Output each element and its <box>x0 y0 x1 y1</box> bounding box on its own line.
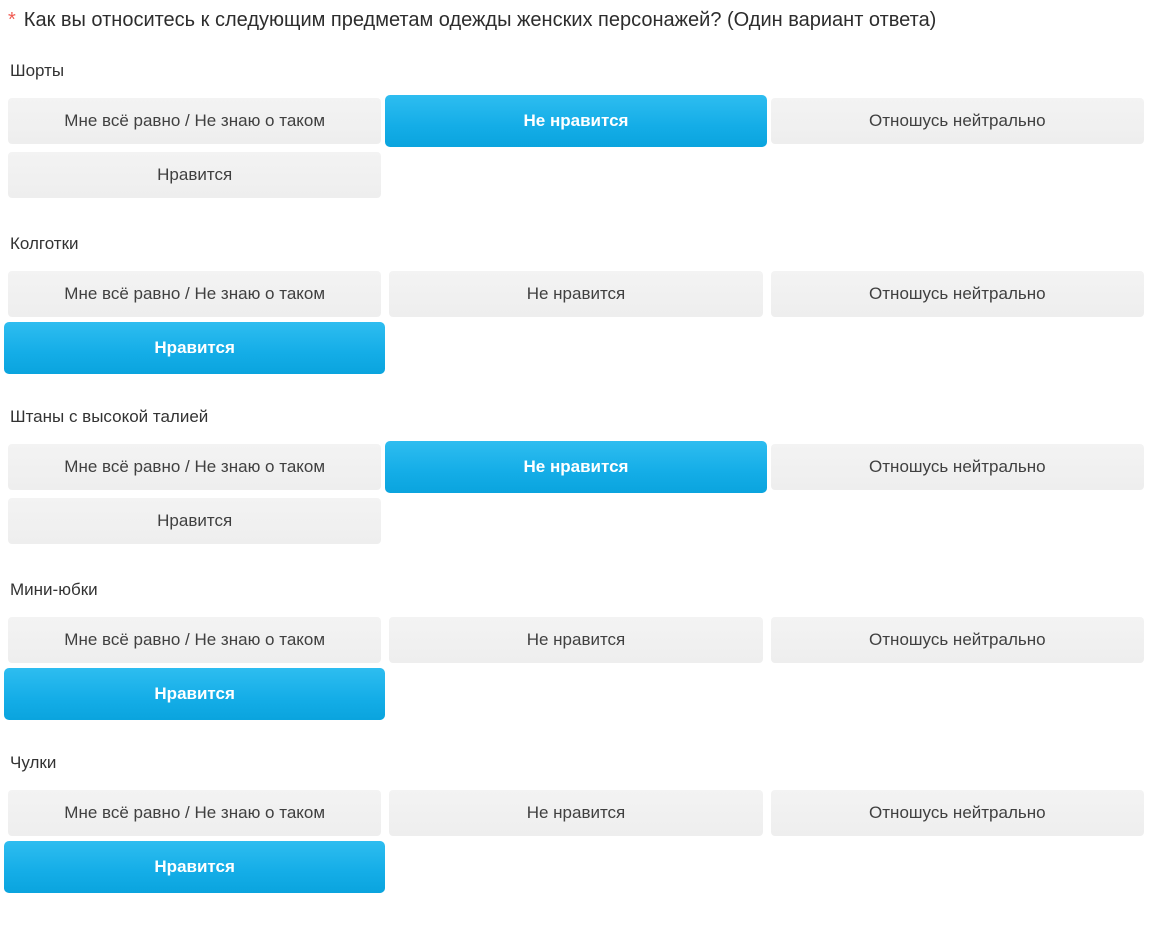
option-button[interactable]: Отношусь нейтрально <box>771 98 1144 144</box>
option-button[interactable]: Нравится <box>8 498 381 544</box>
option-button[interactable]: Мне всё равно / Не знаю о таком <box>8 98 381 144</box>
options-grid <box>8 617 1144 717</box>
question-item-label: Мини-юбки <box>10 580 98 599</box>
option-button[interactable]: Мне всё равно / Не знаю о таком <box>8 444 381 490</box>
options-grid <box>8 790 1144 890</box>
option-button[interactable]: Нравится <box>8 152 381 198</box>
question-item-shorts <box>8 59 1144 198</box>
question-item-high-waist-pants <box>8 405 1144 544</box>
option-button[interactable]: Нравится <box>4 668 385 720</box>
option-button[interactable]: Мне всё равно / Не знаю о таком <box>8 617 381 663</box>
option-button[interactable]: Не нравится <box>385 441 766 493</box>
question-item-label: Чулки <box>10 753 57 772</box>
option-button[interactable]: Не нравится <box>389 617 762 663</box>
question-item-label: Штаны с высокой талией <box>10 407 209 426</box>
options-grid <box>8 271 1144 371</box>
question-item-tights <box>8 232 1144 371</box>
required-asterisk: * <box>8 9 16 31</box>
option-button[interactable]: Отношусь нейтрально <box>771 271 1144 317</box>
question-item-stockings <box>8 751 1144 890</box>
question-item-mini-skirts <box>8 578 1144 717</box>
question-title-text: Как вы относитесь к следующим предметам одежды женских персонажей? (Один вариант ответа) <box>23 9 937 31</box>
question-item-label: Колготки <box>10 234 79 253</box>
option-button[interactable]: Нравится <box>4 322 385 374</box>
question-title <box>8 2 1144 39</box>
option-button[interactable]: Мне всё равно / Не знаю о таком <box>8 271 381 317</box>
option-button[interactable]: Не нравится <box>389 790 762 836</box>
option-button[interactable]: Не нравится <box>389 271 762 317</box>
option-button[interactable]: Мне всё равно / Не знаю о таком <box>8 790 381 836</box>
option-button[interactable]: Отношусь нейтрально <box>771 790 1144 836</box>
option-button[interactable]: Отношусь нейтрально <box>771 444 1144 490</box>
option-button[interactable]: Отношусь нейтрально <box>771 617 1144 663</box>
option-button[interactable]: Не нравится <box>385 95 766 147</box>
question-item-label: Шорты <box>10 61 65 80</box>
options-grid <box>8 98 1144 198</box>
option-button[interactable]: Нравится <box>4 841 385 893</box>
options-grid <box>8 444 1144 544</box>
